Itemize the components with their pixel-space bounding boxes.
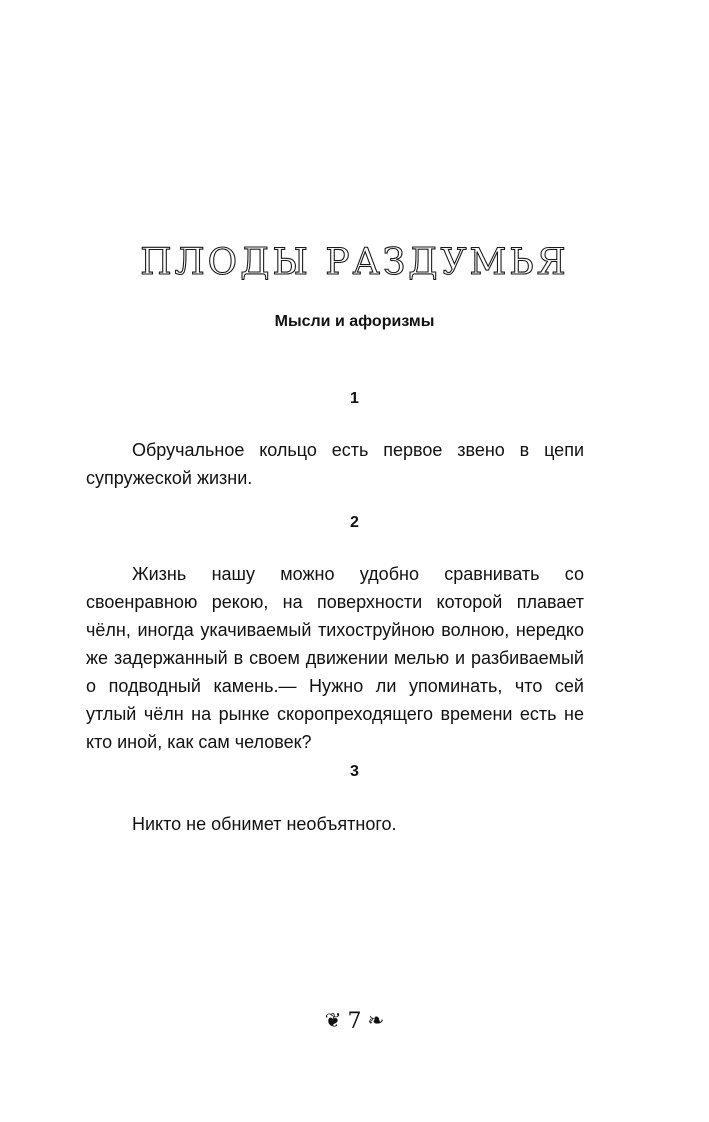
aphorism-number-3: 3 bbox=[350, 763, 359, 780]
ornament-right-icon: ❧ bbox=[367, 1008, 385, 1032]
chapter-title-text: ПЛОДЫ РАЗДУМЬЯ bbox=[140, 242, 569, 283]
page-number: 7 bbox=[347, 1009, 362, 1034]
aphorism-text-3: Никто не обнимет необъятного. bbox=[132, 814, 397, 834]
aphorism-text-2: Жизнь нашу можно удобно сравнивать со своенравною рекою, на поверхности которой плавает чёлн, иногда укачиваемый тихоструйною волною, нередко же задержанный в своем движении мелью и разбиваемый о подводный камень.— Нужно ли упоминать, что сей утлый чёлн на рынке скоропреходящего времени есть не кто иной, как сам человек? bbox=[86, 564, 584, 752]
page-footer bbox=[0, 1008, 709, 1034]
ornament-left-icon: ❦ bbox=[324, 1008, 342, 1032]
aphorism-number-1: 1 bbox=[350, 390, 359, 407]
aphorism-number-2: 2 bbox=[350, 514, 359, 531]
chapter-subtitle: Мысли и афоризмы bbox=[274, 313, 435, 330]
aphorism-text-1: Обручальное кольцо есть первое звено в цепи супружеской жизни. bbox=[86, 440, 584, 488]
chapter-title bbox=[0, 242, 709, 283]
